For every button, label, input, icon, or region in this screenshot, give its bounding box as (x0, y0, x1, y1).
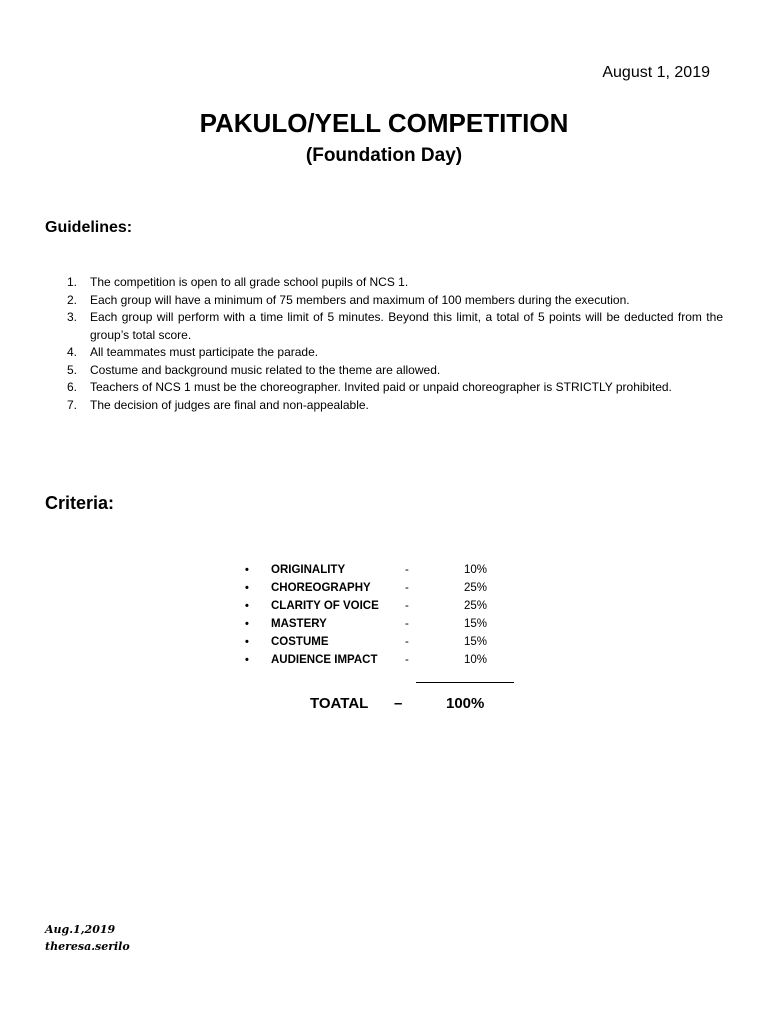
bullet-icon: • (245, 582, 249, 594)
criteria-item (245, 561, 487, 579)
bullet-icon: • (245, 564, 249, 576)
guideline-item (45, 292, 723, 310)
criteria-item (245, 615, 487, 633)
guideline-item (45, 379, 723, 397)
document-title: PAKULO/YELL COMPETITION (199, 108, 569, 138)
guideline-text: Costume and background music related to the theme are allowed. (90, 362, 441, 377)
signature-name: theresa.serilo (45, 940, 130, 953)
criteria-item (245, 651, 487, 669)
guidelines-list (45, 274, 723, 414)
criteria-percent: 15% (463, 636, 487, 648)
guideline-number: 7. (67, 397, 78, 412)
criteria-dash: - (405, 600, 409, 612)
criteria-percent: 10% (463, 564, 487, 576)
criteria-name: CLARITY OF VOICE (271, 600, 379, 612)
guideline-number: 5. (67, 362, 78, 377)
criteria-dash: - (405, 618, 409, 630)
guideline-text: The decision of judges are final and non-appealable. (90, 397, 369, 412)
criteria-name: COSTUME (271, 636, 329, 648)
document-subtitle: (Foundation Day) (305, 145, 463, 166)
signature-block (45, 921, 130, 955)
criteria-percent: 10% (463, 654, 487, 666)
guideline-text: Each group will perform with a time limit of 5 minutes. Beyond this limit, a total of 5 points will be deducted from the group’s total score. (90, 310, 723, 342)
criteria-name: AUDIENCE IMPACT (271, 654, 378, 666)
total-row (310, 695, 484, 712)
guideline-number: 4. (67, 345, 78, 359)
guideline-number: 3. (67, 310, 78, 324)
guideline-item (45, 397, 723, 415)
criteria-name: MASTERY (271, 618, 327, 630)
guideline-text: Teachers of NCS 1 must be the choreographer. Invited paid or unpaid choreographer is STRICTLY prohibited. (90, 380, 672, 394)
guideline-item (45, 344, 723, 362)
guideline-text: All teammates must participate the parade. (90, 345, 319, 359)
total-dash: – (394, 695, 403, 712)
criteria-percent: 15% (463, 618, 487, 630)
criteria-name: ORIGINALITY (271, 564, 346, 576)
criteria-dash: - (405, 654, 409, 666)
criteria-list (245, 561, 487, 669)
guideline-text: The competition is open to all grade school pupils of NCS 1. (90, 275, 409, 289)
signature-date: Aug.1,2019 (45, 923, 116, 936)
criteria-item (245, 597, 487, 615)
guideline-number: 1. (67, 275, 78, 289)
guideline-text: Each group will have a minimum of 75 members and maximum of 100 members during the execution. (90, 292, 630, 307)
criteria-dash: - (405, 636, 409, 648)
criteria-item (245, 633, 487, 651)
criteria-percent: 25% (463, 600, 487, 612)
criteria-heading: Criteria: (45, 493, 115, 513)
guideline-number: 2. (67, 292, 78, 307)
guideline-number: 6. (67, 380, 78, 394)
criteria-item (245, 579, 487, 597)
bullet-icon: • (245, 636, 249, 648)
total-label: TOATAL (310, 695, 369, 712)
guidelines-heading: Guidelines: (45, 219, 133, 236)
bullet-icon: • (245, 618, 249, 630)
criteria-percent: 25% (463, 582, 487, 594)
criteria-dash: - (405, 564, 409, 576)
total-divider (416, 682, 514, 683)
document-date: August 1, 2019 (602, 64, 710, 81)
criteria-dash: - (405, 582, 409, 594)
total-value: 100% (446, 695, 485, 712)
guideline-item (45, 309, 723, 344)
criteria-name: CHOREOGRAPHY (271, 582, 371, 594)
bullet-icon: • (245, 654, 249, 666)
guideline-item (45, 274, 723, 292)
guideline-item (45, 362, 723, 380)
bullet-icon: • (245, 600, 249, 612)
